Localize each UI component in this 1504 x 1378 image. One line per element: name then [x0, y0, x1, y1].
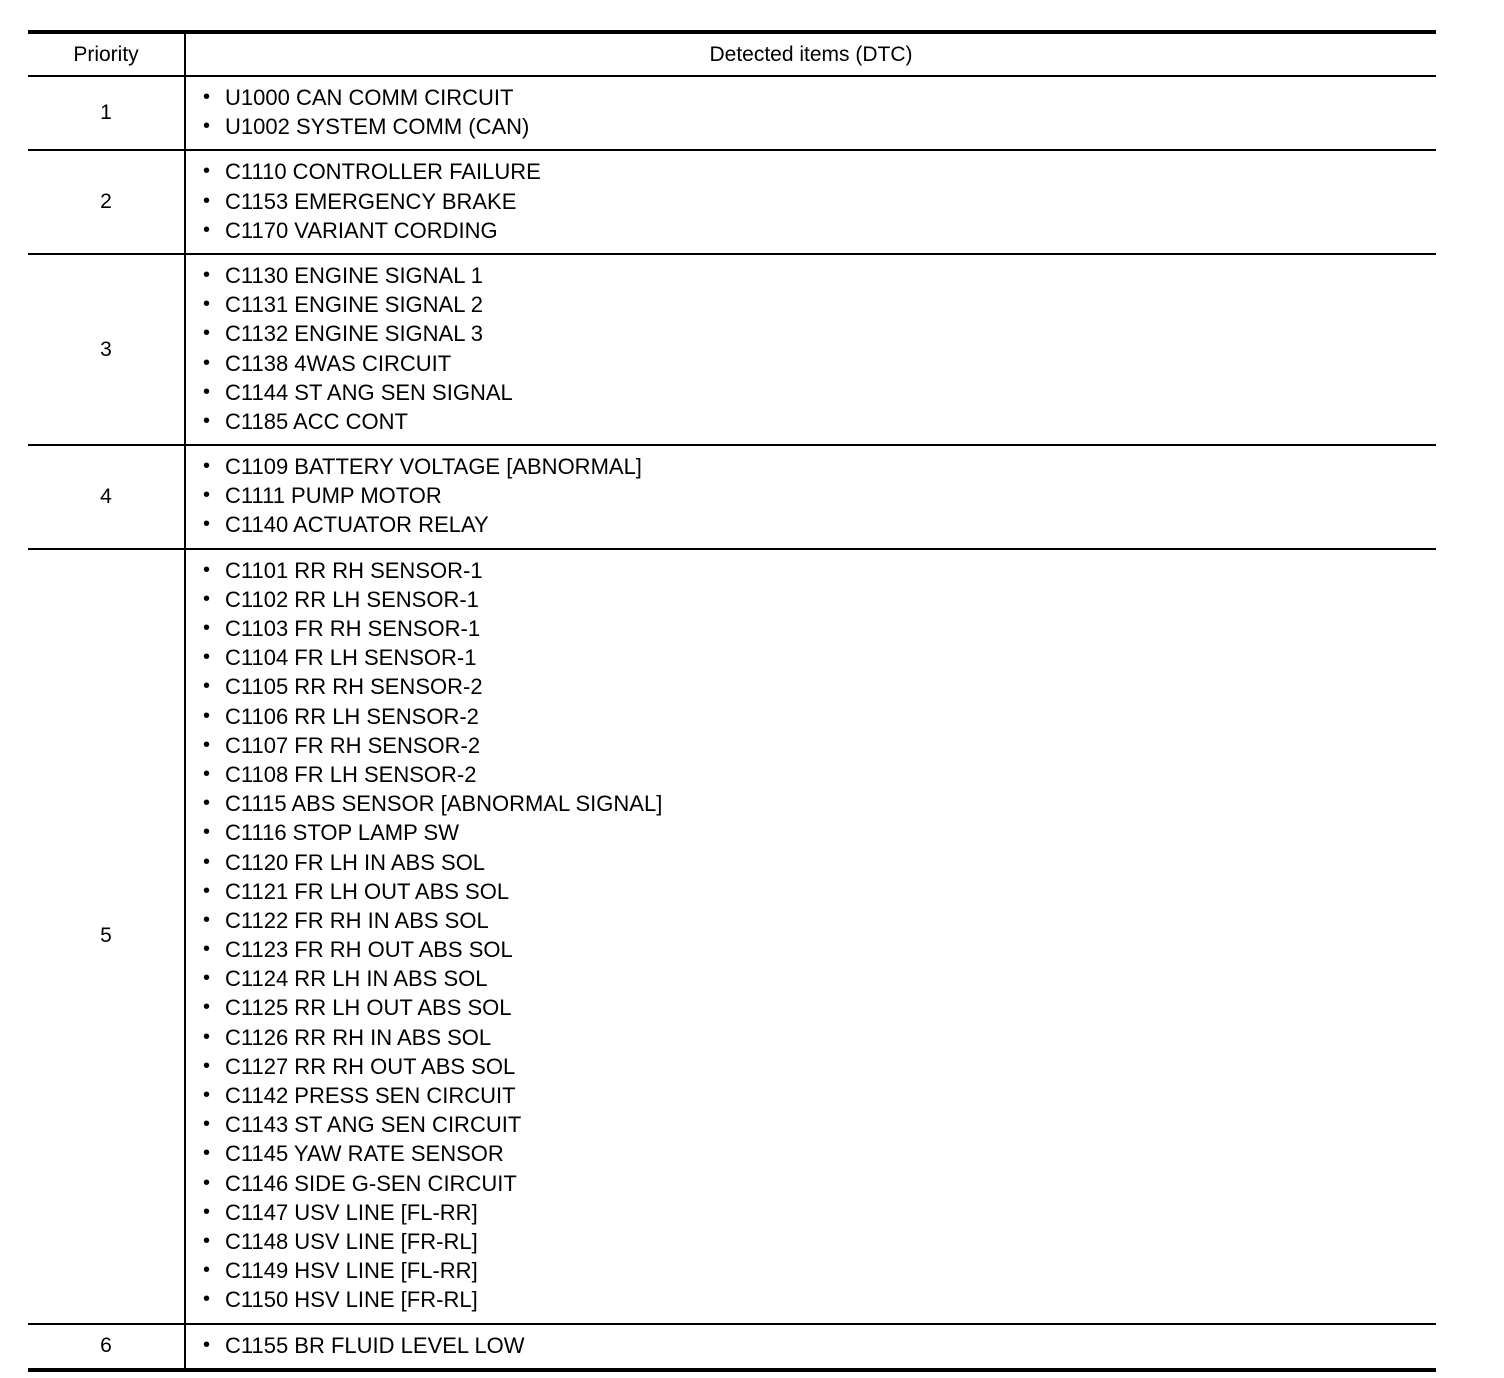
bullet-icon: • — [203, 879, 211, 902]
dtc-code-text: C1104 FR LH SENSOR-1 — [225, 645, 477, 671]
bullet-icon: • — [203, 455, 211, 478]
dtc-code-text: C1109 BATTERY VOLTAGE [ABNORMAL] — [225, 454, 642, 480]
dtc-priority-table — [28, 30, 1436, 1372]
bullet-icon: • — [203, 189, 211, 212]
bullet-icon: • — [203, 850, 211, 873]
dtc-list — [186, 83, 1436, 141]
list-item — [186, 1081, 1436, 1110]
table-header — [28, 32, 1436, 76]
priority-value: 3 — [28, 254, 185, 445]
list-item — [186, 452, 1436, 481]
list-item — [186, 187, 1436, 216]
dtc-code-text: C1102 RR LH SENSOR-1 — [225, 586, 479, 612]
bullet-icon: • — [203, 293, 211, 316]
priority-column-header: Priority — [28, 32, 185, 76]
bullet-icon: • — [203, 996, 211, 1019]
dtc-code-text: C1147 USV LINE [FL-RR] — [225, 1199, 478, 1225]
list-item — [186, 556, 1436, 585]
table-row — [28, 254, 1436, 445]
detected-items-cell — [185, 254, 1436, 445]
dtc-code-text: C1145 YAW RATE SENSOR — [225, 1141, 504, 1167]
bullet-icon: • — [203, 617, 211, 639]
list-item — [186, 378, 1436, 407]
dtc-code-text: C1185 ACC CONT — [225, 408, 408, 434]
bullet-icon: • — [203, 558, 211, 581]
dtc-code-text: U1000 CAN COMM CIRCUIT — [225, 85, 514, 110]
list-item — [186, 760, 1436, 789]
dtc-code-text: C1115 ABS SENSOR [ABNORMAL SIGNAL] — [225, 791, 663, 817]
bullet-icon: • — [203, 1054, 211, 1077]
list-item — [186, 731, 1436, 760]
table-row — [28, 1324, 1436, 1370]
dtc-code-text: C1143 ST ANG SEN CIRCUIT — [225, 1112, 522, 1138]
dtc-code-text: C1155 BR FLUID LEVEL LOW — [225, 1332, 525, 1358]
table-row — [28, 76, 1436, 150]
bullet-icon: • — [203, 821, 211, 844]
bullet-icon: • — [203, 1200, 211, 1223]
bullet-icon: • — [203, 733, 211, 756]
bullet-icon: • — [203, 967, 211, 990]
list-item — [186, 83, 1436, 112]
detected-items-column-header: Detected items (DTC) — [185, 32, 1436, 76]
dtc-code-text: C1144 ST ANG SEN SIGNAL — [225, 379, 513, 405]
bullet-icon: • — [203, 938, 211, 961]
bullet-icon: • — [203, 86, 211, 108]
list-item — [186, 643, 1436, 672]
dtc-code-text: C1105 RR RH SENSOR-2 — [225, 674, 483, 700]
dtc-code-text: C1170 VARIANT CORDING — [225, 217, 498, 243]
dtc-list — [186, 452, 1436, 540]
bullet-icon: • — [203, 1084, 211, 1106]
dtc-code-text: C1138 4WAS CIRCUIT — [225, 350, 452, 376]
list-item — [186, 1227, 1436, 1256]
bullet-icon: • — [203, 1333, 211, 1356]
dtc-code-text: C1110 CONTROLLER FAILURE — [225, 159, 541, 185]
dtc-code-text: C1103 FR RH SENSOR-1 — [225, 616, 481, 641]
bullet-icon: • — [203, 1288, 211, 1311]
list-item — [186, 510, 1436, 539]
dtc-code-text: C1107 FR RH SENSOR-2 — [225, 732, 481, 758]
dtc-code-text: C1106 RR LH SENSOR-2 — [225, 703, 479, 729]
bullet-icon: • — [203, 1171, 211, 1194]
priority-value: 1 — [28, 76, 185, 150]
bullet-icon: • — [203, 380, 211, 403]
dtc-code-text: C1108 FR LH SENSOR-2 — [225, 761, 477, 787]
dtc-code-text: C1123 FR RH OUT ABS SOL — [225, 937, 513, 963]
dtc-code-text: C1127 RR RH OUT ABS SOL — [225, 1053, 516, 1079]
dtc-code-text: C1150 HSV LINE [FR-RL] — [225, 1287, 478, 1313]
dtc-code-text: C1146 SIDE G-SEN CIRCUIT — [225, 1170, 517, 1196]
dtc-list — [186, 261, 1436, 436]
dtc-list — [186, 556, 1436, 1315]
bullet-icon: • — [203, 762, 211, 785]
bullet-icon: • — [203, 646, 211, 669]
dtc-code-text: C1116 STOP LAMP SW — [225, 820, 459, 846]
bullet-icon: • — [203, 351, 211, 374]
list-item — [186, 1169, 1436, 1198]
list-item — [186, 877, 1436, 906]
bullet-icon: • — [203, 792, 211, 815]
priority-value: 2 — [28, 150, 185, 254]
list-item — [186, 614, 1436, 643]
list-item — [186, 1052, 1436, 1081]
priority-value: 5 — [28, 549, 185, 1324]
dtc-code-text: C1111 PUMP MOTOR — [225, 483, 442, 509]
list-item — [186, 349, 1436, 378]
list-item — [186, 112, 1436, 141]
table-body — [28, 76, 1436, 1370]
bullet-icon: • — [203, 409, 211, 432]
priority-value: 4 — [28, 445, 185, 549]
table-row — [28, 150, 1436, 254]
list-item — [186, 1110, 1436, 1139]
dtc-code-text: U1002 SYSTEM COMM (CAN) — [225, 114, 530, 140]
list-item — [186, 1023, 1436, 1052]
list-item — [186, 1331, 1436, 1360]
detected-items-cell — [185, 445, 1436, 549]
bullet-icon: • — [203, 1229, 211, 1252]
list-item — [186, 1198, 1436, 1227]
bullet-icon: • — [203, 587, 211, 610]
dtc-code-text: C1124 RR LH IN ABS SOL — [225, 966, 488, 992]
dtc-list — [186, 157, 1436, 245]
bullet-icon: • — [203, 115, 211, 138]
list-item — [186, 702, 1436, 731]
list-item — [186, 261, 1436, 290]
list-item — [186, 407, 1436, 436]
dtc-code-text: C1140 ACTUATOR RELAY — [225, 512, 489, 538]
priority-value: 6 — [28, 1324, 185, 1370]
list-item — [186, 906, 1436, 935]
dtc-code-text: C1120 FR LH IN ABS SOL — [225, 849, 486, 875]
detected-items-cell — [185, 549, 1436, 1324]
dtc-code-text: C1101 RR RH SENSOR-1 — [225, 557, 483, 583]
bullet-icon: • — [203, 1113, 211, 1136]
list-item — [186, 848, 1436, 877]
table-row — [28, 549, 1436, 1324]
table-row — [28, 445, 1436, 549]
bullet-icon: • — [203, 513, 211, 536]
dtc-code-text: C1132 ENGINE SIGNAL 3 — [225, 321, 483, 347]
list-item — [186, 157, 1436, 186]
dtc-code-text: C1142 PRESS SEN CIRCUIT — [225, 1083, 516, 1108]
bullet-icon: • — [203, 322, 211, 345]
bullet-icon: • — [203, 1259, 211, 1282]
bullet-icon: • — [203, 160, 211, 183]
list-item — [186, 964, 1436, 993]
list-item — [186, 1285, 1436, 1314]
detected-items-cell — [185, 150, 1436, 254]
bullet-icon: • — [203, 908, 211, 931]
bullet-icon: • — [203, 218, 211, 241]
dtc-code-text: C1126 RR RH IN ABS SOL — [225, 1024, 492, 1050]
dtc-list — [186, 1331, 1436, 1360]
dtc-code-text: C1125 RR LH OUT ABS SOL — [225, 995, 512, 1021]
detected-items-cell — [185, 1324, 1436, 1370]
header-row — [28, 32, 1436, 76]
bullet-icon: • — [203, 484, 211, 507]
dtc-code-text: C1121 FR LH OUT ABS SOL — [225, 878, 510, 904]
list-item — [186, 818, 1436, 847]
dtc-code-text: C1153 EMERGENCY BRAKE — [225, 188, 517, 214]
detected-items-cell — [185, 76, 1436, 150]
list-item — [186, 789, 1436, 818]
list-item — [186, 1139, 1436, 1168]
dtc-code-text: C1122 FR RH IN ABS SOL — [225, 907, 489, 933]
bullet-icon: • — [203, 263, 211, 286]
list-item — [186, 319, 1436, 348]
list-item — [186, 216, 1436, 245]
dtc-code-text: C1148 USV LINE [FR-RL] — [225, 1228, 478, 1254]
list-item — [186, 672, 1436, 701]
list-item — [186, 481, 1436, 510]
list-item — [186, 1256, 1436, 1285]
bullet-icon: • — [203, 1142, 211, 1165]
list-item — [186, 993, 1436, 1022]
dtc-code-text: C1130 ENGINE SIGNAL 1 — [225, 262, 483, 288]
dtc-code-text: C1131 ENGINE SIGNAL 2 — [225, 292, 483, 318]
list-item — [186, 290, 1436, 319]
bullet-icon: • — [203, 1025, 211, 1048]
list-item — [186, 585, 1436, 614]
bullet-icon: • — [203, 704, 211, 727]
list-item — [186, 935, 1436, 964]
dtc-code-text: C1149 HSV LINE [FL-RR] — [225, 1258, 478, 1284]
bullet-icon: • — [203, 675, 211, 698]
